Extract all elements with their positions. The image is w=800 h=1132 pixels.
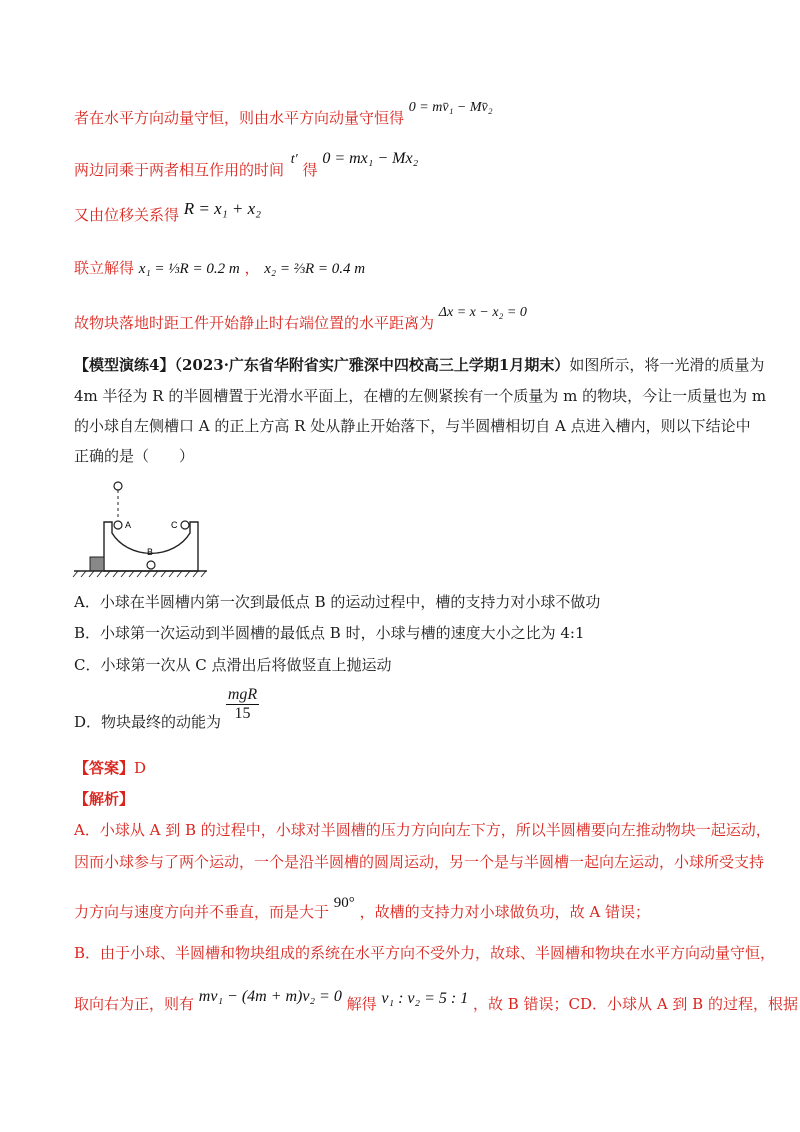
fraction-numerator: mgR — [227, 686, 258, 703]
option-d-text: D．物块最终的动能为 — [74, 712, 222, 731]
option-a: A．小球在半圆槽内第一次到最低点 B 的运动过程中，槽的支持力对小球不做功 — [74, 593, 601, 611]
analysis-text: ，故 B 错误；CD．小球从 A 到 B 的过程，根据 — [472, 995, 798, 1013]
solution-text: 联立解得 — [74, 259, 135, 277]
solution-line-4 — [74, 258, 365, 279]
separator: ， — [244, 259, 260, 277]
ball-at-b-icon — [147, 561, 155, 569]
analysis-line-1: A．小球从 A 到 B 的过程中，小球对半圆槽的压力方向向左下方，所以半圆槽要向左推动物块一起运动， — [74, 821, 771, 839]
option-d-fraction — [226, 686, 259, 723]
ground-hatching — [73, 571, 206, 577]
solution-line-1 — [74, 100, 493, 130]
x1-result: x₁ = ⅓R = 0.2 m — [138, 261, 240, 277]
analysis-line-4: B．由于小球、半圆槽和物块组成的系统在水平方向不受外力，故球、半圆槽和物块在水平方向动量守恒， — [74, 944, 776, 962]
answer-label: 【答案】 — [74, 759, 135, 777]
time-symbol: t′ — [290, 152, 298, 167]
answer-value: D — [134, 759, 147, 777]
momentum-equation: 0 = mv̄₁ − Mv̄₂ — [408, 100, 493, 115]
problem-source: （2023·广东省华附省实广雅深中四校高三上学期1月期末） — [174, 356, 570, 374]
analysis-text: 力方向与速度方向并不垂直，而是大于 — [74, 903, 330, 921]
falling-ball-icon — [114, 482, 122, 490]
problem-line-1 — [74, 355, 764, 375]
label-c: C — [171, 520, 178, 530]
solution-text: 又由位移关系得 — [74, 206, 180, 224]
fraction-denominator: 15 — [234, 705, 251, 722]
solution-line-5 — [74, 305, 527, 335]
block — [90, 557, 104, 571]
speed-ratio: v₁ : v₂ = 5 : 1 — [381, 990, 469, 1007]
problem-stem: 如图所示，将一光滑的质量为 — [569, 356, 765, 374]
analysis-line-5 — [74, 988, 798, 1015]
problem-line-3: 的小球自左侧槽口 A 的正上方高 R 处从静止开始落下，与半圆槽相切自 A 点进入槽内，则以下结论中 — [74, 417, 751, 435]
option-d — [74, 686, 259, 731]
solution-text: 者在水平方向动量守恒，则由水平方向动量守恒得 — [74, 109, 405, 127]
analysis-label: 【解析】 — [74, 790, 135, 808]
problem-tag: 【模型演练4】 — [74, 356, 175, 374]
position-equation: R = x₁ + x₂ — [183, 199, 262, 218]
analysis-text: 解得 — [346, 995, 377, 1013]
analysis-text: 取向右为正，则有 — [74, 995, 195, 1013]
answer-line — [74, 758, 146, 778]
x2-result: x₂ = ⅔R = 0.4 m — [264, 261, 366, 277]
option-b: B．小球第一次运动到半圆槽的最低点 B 时，小球与槽的速度大小之比为 4:1 — [74, 624, 585, 642]
option-c: C．小球第一次从 C 点滑出后将做竖直上抛运动 — [74, 656, 392, 674]
half-groove-figure — [72, 475, 212, 585]
solution-text: 两边同乘于两者相互作用的时间 — [74, 161, 285, 179]
angle-value: 90° — [333, 895, 355, 911]
displacement-equation: 0 = mx₁ − Mx₂ — [322, 150, 419, 167]
label-b: B — [147, 547, 154, 557]
analysis-text: ，故槽的支持力对小球做负功，故 A 错误； — [359, 903, 650, 921]
analysis-line-3 — [74, 895, 650, 923]
solution-text: 故物块落地时距工件开始静止时右端位置的水平距离为 — [74, 314, 435, 332]
analysis-line-2: 因而小球参与了两个运动，一个是沿半圆槽的圆周运动，另一个是与半圆槽一起向左运动，小球所受支持 — [74, 853, 765, 871]
solution-line-3 — [74, 199, 262, 225]
solution-text: 得 — [302, 161, 318, 179]
ball-at-a-icon — [114, 521, 122, 529]
label-a: A — [125, 520, 132, 530]
ball-at-c-icon — [181, 521, 189, 529]
problem-line-2: 4m 半径为 R 的半圆槽置于光滑水平面上，在槽的左侧紧挨有一个质量为 m 的物块，今让一质量也为 m — [74, 387, 767, 405]
solution-line-2 — [74, 150, 419, 182]
momentum-equation-2: mv₁ − (4m + m)v₂ = 0 — [198, 988, 342, 1005]
distance-equation: Δx = x − x₂ = 0 — [438, 305, 527, 320]
problem-line-4: 正确的是（ ） — [74, 447, 195, 465]
